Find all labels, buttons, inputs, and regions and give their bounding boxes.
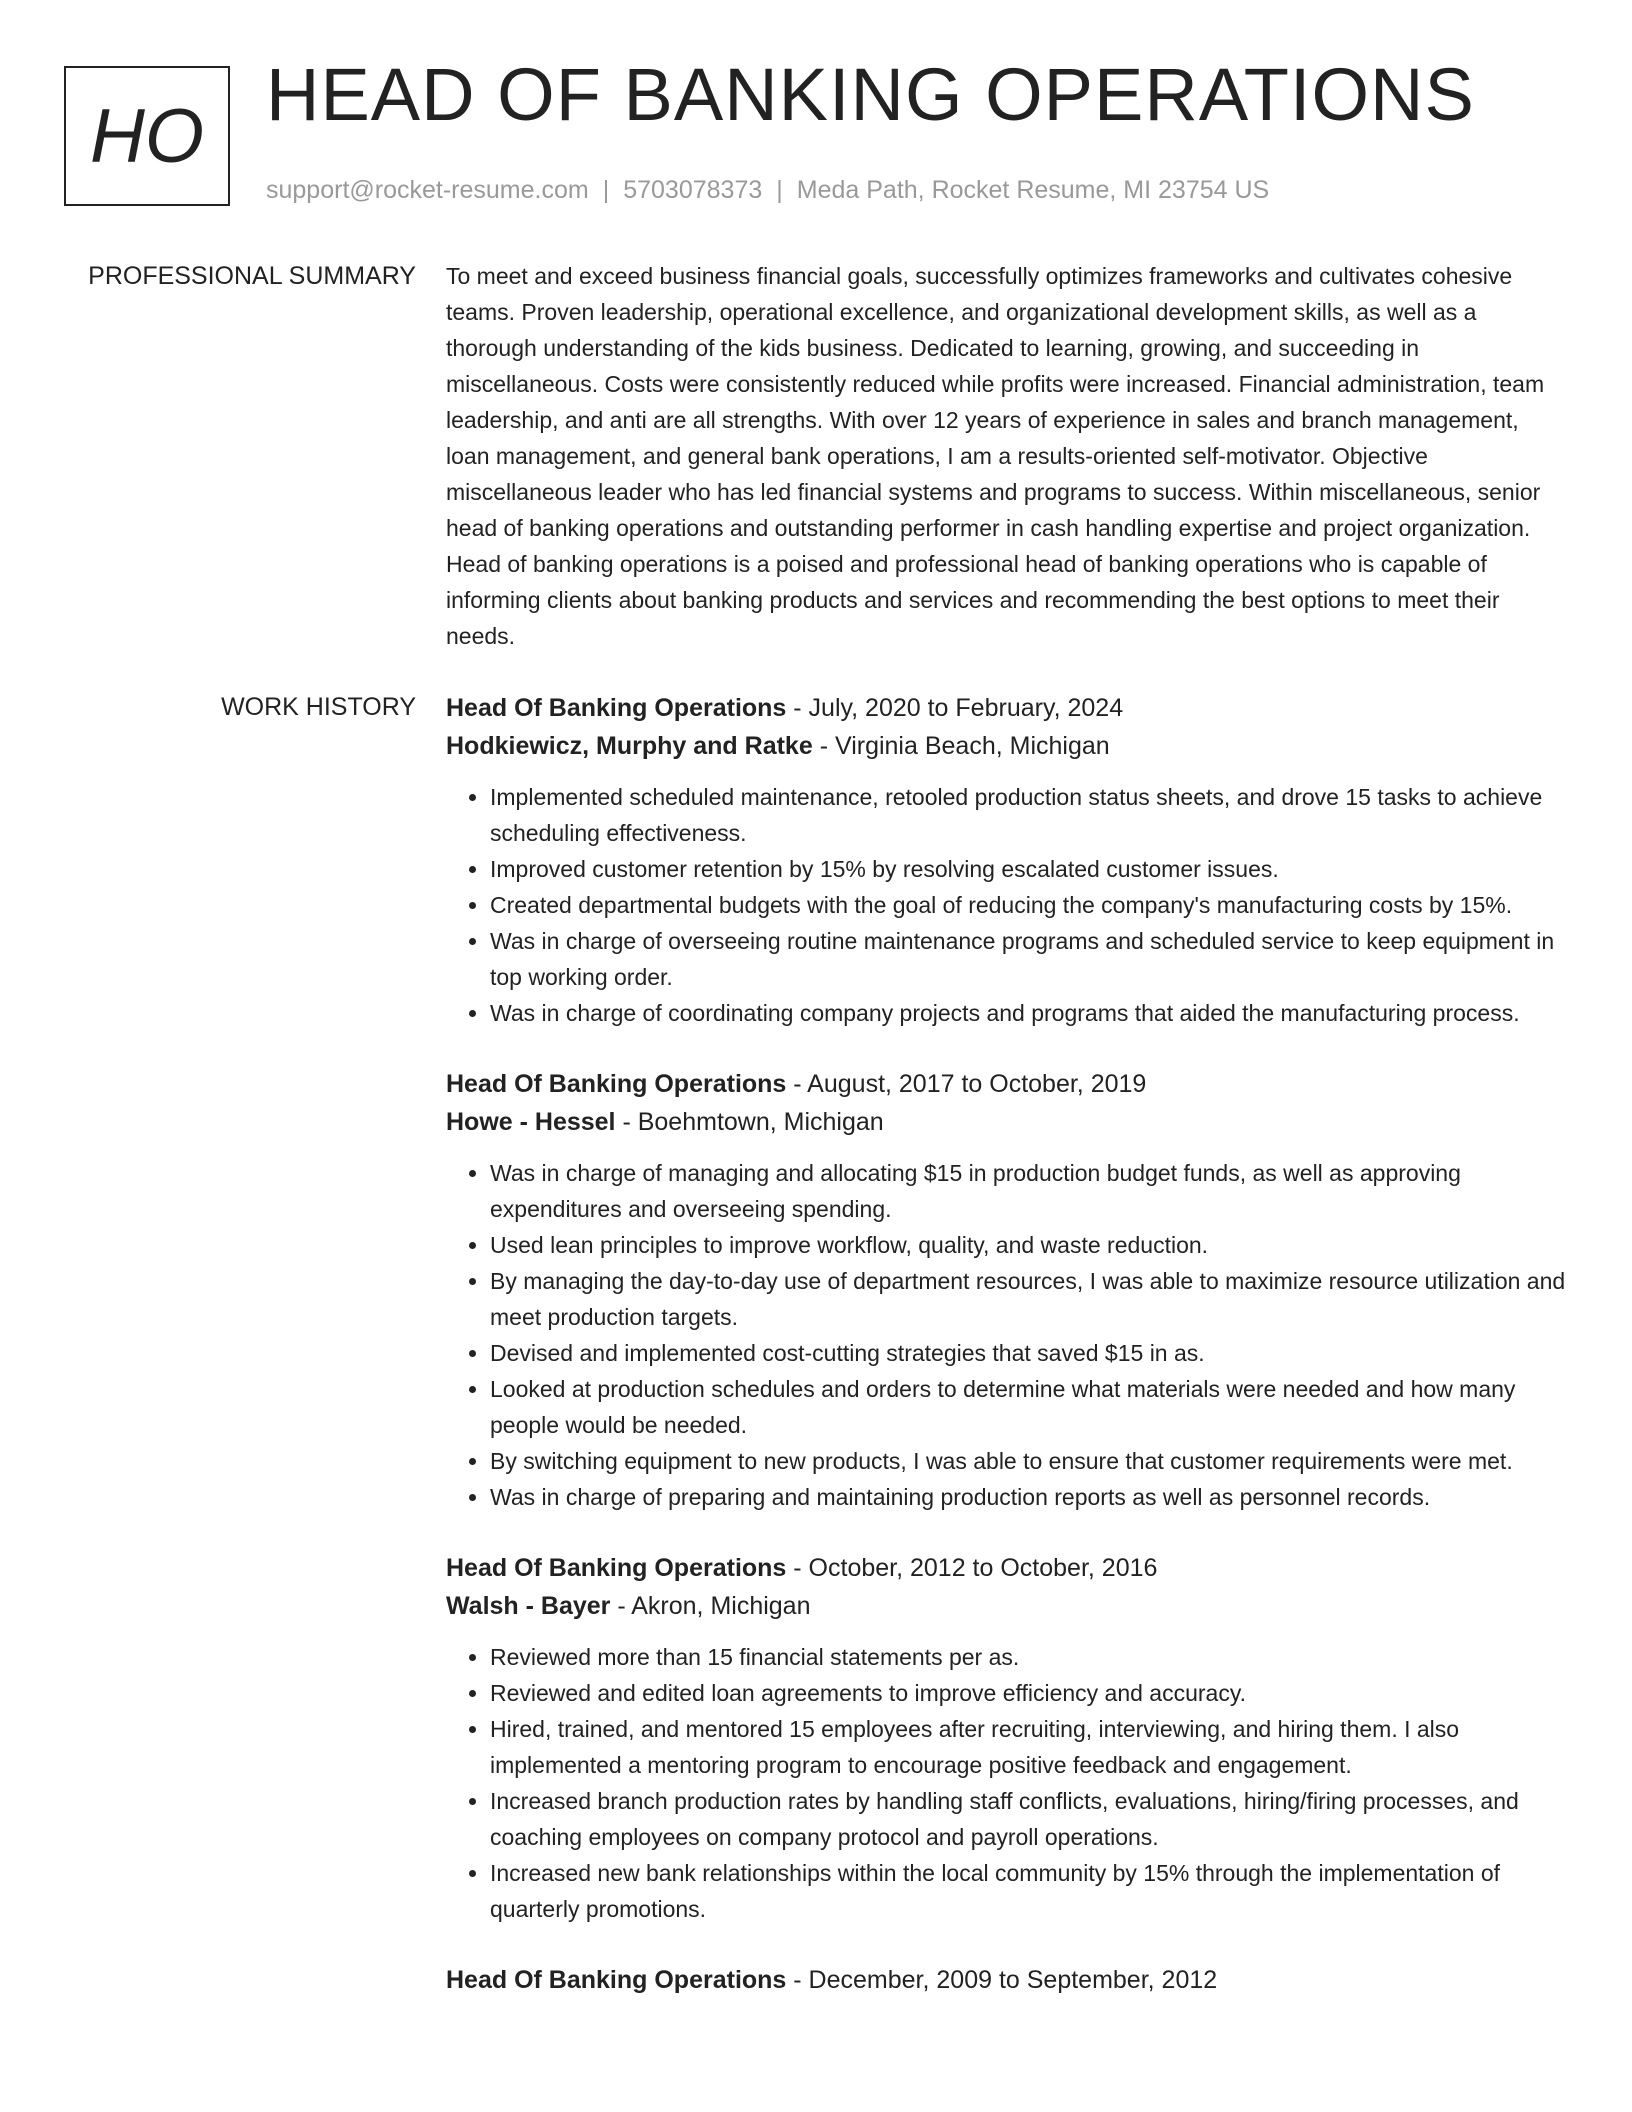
job-title: Head Of Banking Operations xyxy=(446,694,787,722)
job-bullet: • By switching equipment to new products, I was able to ensure that customer requirements were met. xyxy=(490,1443,1566,1479)
section-label-work-history: WORK HISTORY xyxy=(221,693,416,721)
job-company: Hodkiewicz, Murphy and Ratke xyxy=(446,732,813,760)
job-bullet: • Reviewed and edited loan agreements to improve efficiency and accuracy. xyxy=(490,1675,1566,1711)
job-title: Head Of Banking Operations xyxy=(446,1966,787,1994)
job-company: Howe - Hessel xyxy=(446,1108,616,1136)
resume-title: HEAD OF BANKING OPERATIONS xyxy=(266,53,1475,136)
job-bullet: • Was in charge of overseeing routine maintenance programs and scheduled service to keep equipment in top working order. xyxy=(490,923,1566,995)
section-label-summary: PROFESSIONAL SUMMARY xyxy=(88,262,416,290)
job-bullet: • Was in charge of coordinating company projects and programs that aided the manufacturing process. xyxy=(490,995,1566,1031)
job-location: - Akron, Michigan xyxy=(610,1592,811,1620)
job-entry xyxy=(446,1549,1566,1927)
job-company-line xyxy=(446,1587,1566,1625)
summary-text: To meet and exceed business financial goals, successfully optimizes frameworks and cultivates cohesive teams. Proven leadership, operational excellence, and organizational development skills, as well as a thorough understanding of the kids business. Dedicated to learning, growing, and succeeding in miscellaneous. Costs were consistently reduced while profits were increased. Financial administration, team leadership, and anti are all strengths. With over 12 years of experience in sales and branch management, loan management, and general bank operations, I am a results-oriented self-motivator. Objective miscellaneous leader who has led financial systems and programs to success. Within miscellaneous, senior head of banking operations and outstanding performer in cash handling expertise and project organization. Head of banking operations is a poised and professional head of banking operations who is capable of informing clients about banking products and services and recommending the best options to meet their needs. xyxy=(446,263,1545,649)
job-title-line xyxy=(446,689,1566,727)
job-entry xyxy=(446,1961,1566,1999)
job-dates: - December, 2009 to September, 2012 xyxy=(786,1966,1218,1994)
job-bullets xyxy=(446,1155,1566,1515)
job-bullet: • Hired, trained, and mentored 15 employees after recruiting, interviewing, and hiring them. I also implemented a mentoring program to encourage positive feedback and engagement. xyxy=(490,1711,1566,1783)
contact-address: Meda Path, Rocket Resume, MI 23754 US xyxy=(796,176,1270,204)
contact-email: support@rocket-resume.com xyxy=(266,176,589,204)
contact-separator: | xyxy=(776,176,783,204)
job-entry xyxy=(446,689,1566,1031)
job-bullet: • By managing the day-to-day use of department resources, I was able to maximize resource utilization and meet production targets. xyxy=(490,1263,1566,1335)
job-bullet: • Increased branch production rates by handling staff conflicts, evaluations, hiring/firing processes, and coaching employees on company protocol and payroll operations. xyxy=(490,1783,1566,1855)
job-bullet: • Was in charge of preparing and maintaining production reports as well as personnel records. xyxy=(490,1479,1566,1515)
contact-phone: 5703078373 xyxy=(623,176,763,204)
contact-line xyxy=(266,176,1269,205)
job-bullet: • Was in charge of managing and allocating $15 in production budget funds, as well as approving expenditures and overseeing spending. xyxy=(490,1155,1566,1227)
job-dates: - October, 2012 to October, 2016 xyxy=(786,1554,1158,1582)
job-title: Head Of Banking Operations xyxy=(446,1554,787,1582)
job-bullet: • Created departmental budgets with the goal of reducing the company's manufacturing costs by 15%. xyxy=(490,887,1566,923)
job-title-line xyxy=(446,1961,1566,1999)
job-title-line xyxy=(446,1065,1566,1103)
job-bullet: • Looked at production schedules and orders to determine what materials were needed and how many people would be needed. xyxy=(490,1371,1566,1443)
job-bullet: • Increased new bank relationships within the local community by 15% through the implementation of quarterly promotions. xyxy=(490,1855,1566,1927)
job-title-line xyxy=(446,1549,1566,1587)
job-bullet: • Devised and implemented cost-cutting strategies that saved $15 in as. xyxy=(490,1335,1566,1371)
summary-body xyxy=(446,258,1566,654)
monogram-badge: HO xyxy=(64,66,230,206)
job-company-line xyxy=(446,1103,1566,1141)
job-location: - Virginia Beach, Michigan xyxy=(812,732,1110,760)
job-bullets xyxy=(446,1639,1566,1927)
job-company-line xyxy=(446,727,1566,765)
job-entry xyxy=(446,1065,1566,1515)
job-title: Head Of Banking Operations xyxy=(446,1070,787,1098)
job-bullet: • Reviewed more than 15 financial statements per as. xyxy=(490,1639,1566,1675)
job-bullet: • Improved customer retention by 15% by resolving escalated customer issues. xyxy=(490,851,1566,887)
job-bullet: • Implemented scheduled maintenance, retooled production status sheets, and drove 15 tasks to achieve scheduling effectiveness. xyxy=(490,779,1566,851)
job-bullets xyxy=(446,779,1566,1031)
contact-separator: | xyxy=(602,176,610,204)
job-dates: - August, 2017 to October, 2019 xyxy=(786,1070,1147,1098)
job-location: - Boehmtown, Michigan xyxy=(615,1108,884,1136)
work-history-body xyxy=(446,689,1566,2033)
job-bullet: • Used lean principles to improve workflow, quality, and waste reduction. xyxy=(490,1227,1566,1263)
job-dates: - July, 2020 to February, 2024 xyxy=(786,694,1124,722)
job-company: Walsh - Bayer xyxy=(446,1592,611,1620)
